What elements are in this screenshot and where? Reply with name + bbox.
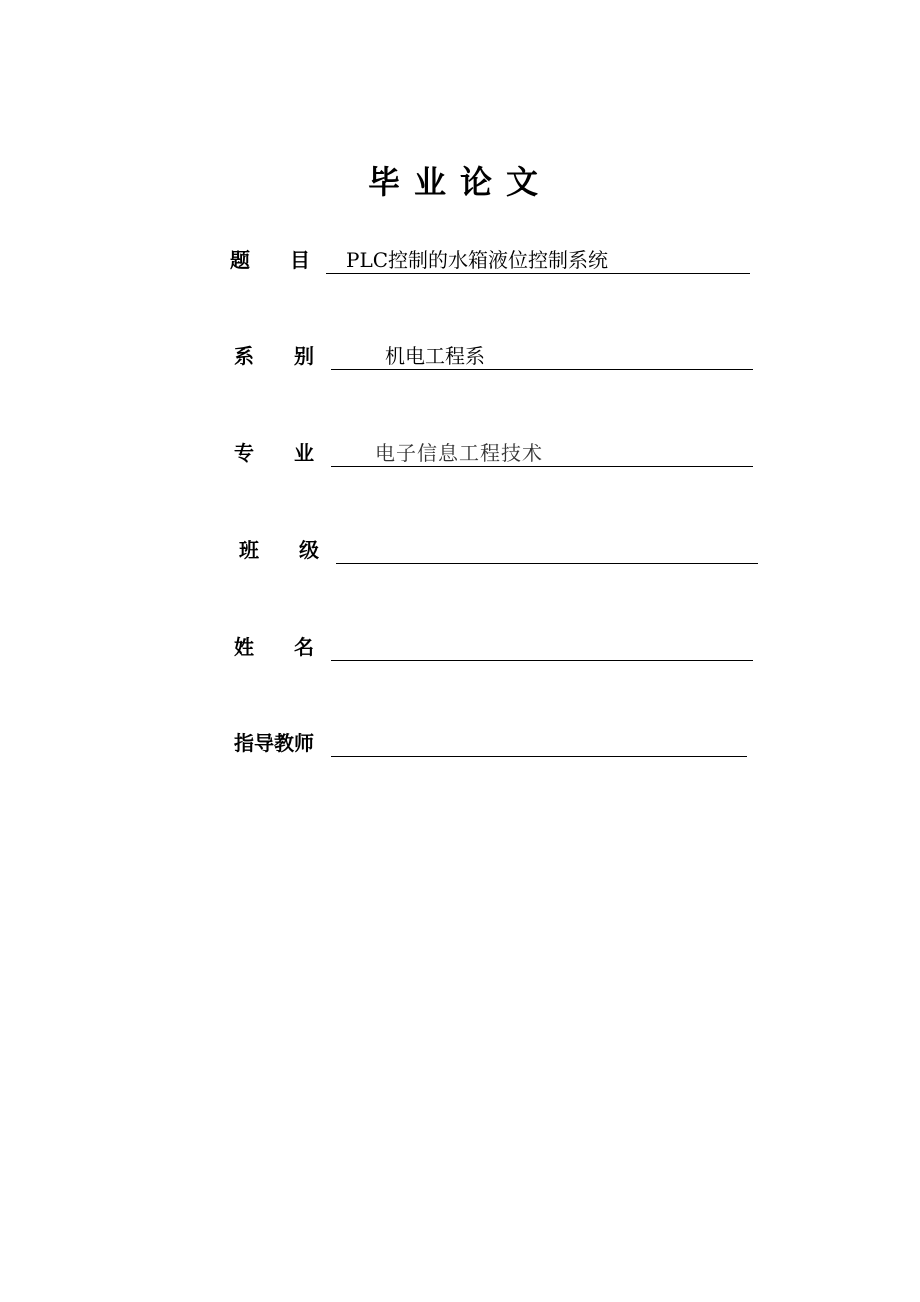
field-advisor bbox=[234, 730, 756, 762]
field-class bbox=[239, 537, 761, 569]
field-major bbox=[234, 440, 756, 472]
class-label: 班 级 bbox=[239, 538, 319, 562]
field-topic bbox=[230, 247, 752, 279]
department-value: 机电工程系 bbox=[385, 344, 485, 368]
class-underline bbox=[336, 537, 758, 564]
major-value: 电子信息工程技术 bbox=[375, 441, 543, 465]
name-underline bbox=[331, 634, 753, 661]
advisor-underline bbox=[331, 730, 747, 757]
field-name bbox=[234, 634, 756, 666]
major-label: 专 业 bbox=[234, 441, 314, 465]
thesis-title: 毕业论文 bbox=[367, 163, 552, 201]
topic-label: 题 目 bbox=[230, 248, 310, 272]
topic-value: PLC控制的水箱液位控制系统 bbox=[346, 248, 609, 272]
name-label: 姓 名 bbox=[234, 635, 314, 659]
advisor-label: 指导教师 bbox=[234, 731, 314, 755]
field-department bbox=[234, 343, 756, 375]
department-label: 系 别 bbox=[234, 344, 314, 368]
